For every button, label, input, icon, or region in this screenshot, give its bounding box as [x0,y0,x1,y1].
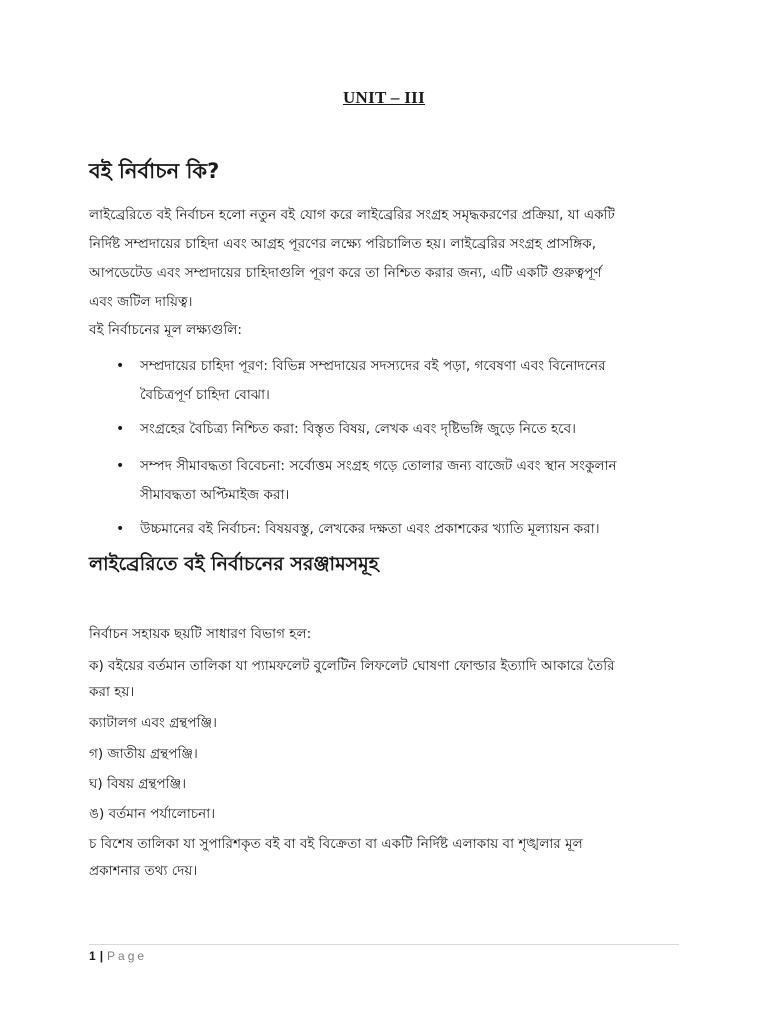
unit-title: UNIT – III [342,88,426,107]
bullet-line: সম্প্রদায়ের চাহিদা পূরণ: বিভিন্ন সম্প্রদায়ের সদস্যদের বই পড়া, গবেষণা এবং বিনোদনের [140,358,606,374]
list-item: ঘ) বিষয় গ্রন্থপঞ্জি। [89,776,187,792]
intro-line: লাইব্রেরিতে বই নির্বাচন হলো নতুন বই যোগ করে লাইব্রেরির সংগ্রহ সমৃদ্ধকরণের প্রক্রিয়া, যা একটি [89,207,615,223]
list-item: ক্যাটালগ এবং গ্রন্থপঞ্জি। [89,715,217,731]
intro-line: নির্দিষ্ট সম্প্রদায়ের চাহিদা এবং আগ্রহ পূরণের লক্ষ্যে পরিচালিত হয়। লাইব্রেরির সংগ্রহ প্রাসঙ্গিক, [89,236,597,252]
intro-line: আপডেটেড এবং সম্প্রদায়ের চাহিদাগুলি পূরণ করে তা নিশ্চিত করার জন্য, এটি একটি গুরুত্বপূর্ণ [89,265,602,281]
bullet-line: সংগ্রহের বৈচিত্র্য নিশ্চিত করা: বিস্তৃত বিষয়, লেখক এবং দৃষ্টিভঙ্গি জুড়ে নিতে হবে। [140,421,577,437]
bullet-text [140,515,677,544]
bullet-dot: • [116,521,125,537]
bullet-text [140,415,677,444]
list-item: করা হয়। [89,684,135,700]
bullet-line: সীমাবদ্ধতা অপ্টিমাইজ করা। [140,487,290,503]
footer-divider [89,944,679,945]
footer-separator: | [99,949,104,963]
list-item: গ) জাতীয় গ্রন্থপঞ্জি। [89,746,198,762]
bullet-dot: • [116,358,125,374]
goals-label: বই নির্বাচনের মূল লক্ষ্যগুলি: [89,322,242,338]
intro-paragraph [89,201,679,317]
bullet-text [140,452,677,510]
bullet-dot: • [116,421,125,437]
list-item: ক) বইয়ের বর্তমান তালিকা যা প্যামফলেট বুলেটিন লিফলেট ঘোষণা ফোল্ডার ইত্যাদি আকারে তৈরি [89,658,615,674]
section-heading-what-is-book-selection: বই নির্বাচন কি? [89,159,220,183]
bullet-text [140,352,677,410]
list-item: চ বিশেষ তালিকা যা সুপারিশকৃত বই বা বই বিক্রেতা বা একটি নির্দিষ্ট এলাকায় বা শৃঙ্খলার মূল [89,836,583,852]
page-footer [89,947,147,965]
bullet-line: সম্পদ সীমাবদ্ধতা বিবেচনা: সর্বোত্তম সংগ্রহ গড়ে তোলার জন্য বাজেট এবং স্থান সংকুলান [140,458,617,474]
list-item: নির্বাচন সহায়ক ছয়টি সাধারণ বিভাগ হল: [89,626,312,642]
page-word: Page [107,949,148,963]
page-number: 1 [89,949,96,963]
bullet-dot: • [116,458,125,474]
list-item: ঙ) বর্তমান পর্যালোচনা। [89,806,216,822]
bullet-line: উচ্চমানের বই নির্বাচন: বিষয়বস্তু, লেখকের দক্ষতা এবং প্রকাশকের খ্যাতি মূল্যায়ন করা। [140,521,600,537]
bullet-line: বৈচিত্রপূর্ণ চাহিদা বোঝা। [140,387,270,403]
section-heading-selection-tools: লাইব্রেরিতে বই নির্বাচনের সরঞ্জামসমূহ [89,553,379,575]
list-item: প্রকাশনার তথ্য দেয়। [89,863,198,879]
intro-line: এবং জটিল দায়িত্ব। [89,294,193,310]
